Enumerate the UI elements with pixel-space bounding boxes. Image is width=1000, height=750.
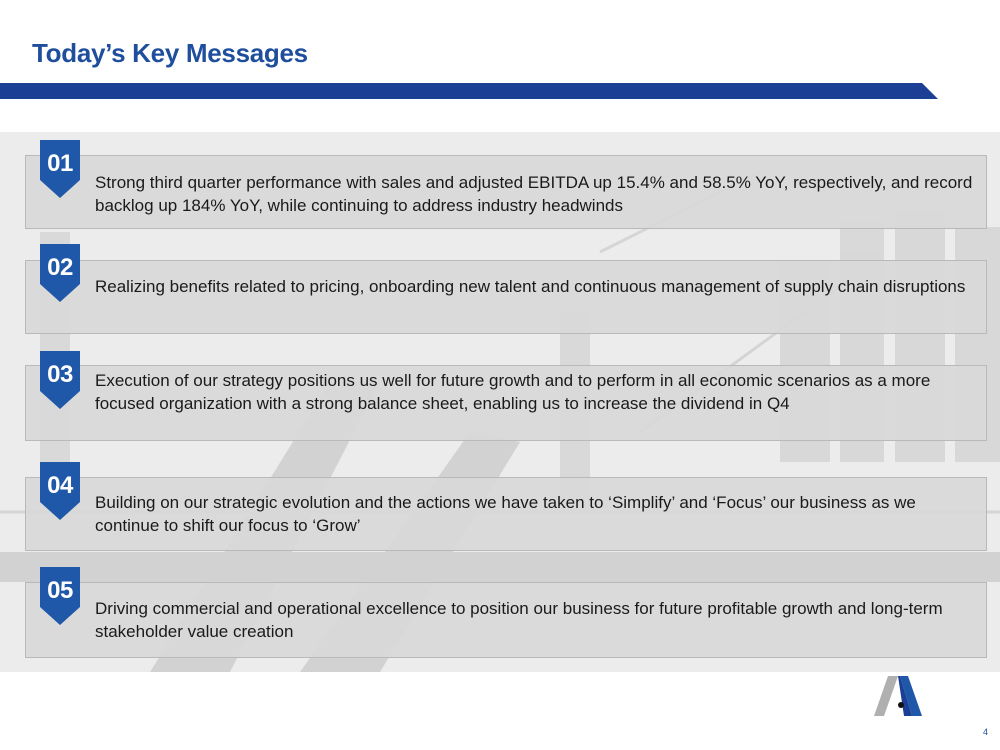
message-text-4: Building on our strategic evolution and the actions we have taken to ‘Simplify’ and ‘Focus’ our business as we continue to shift our focus to ‘Grow’ (95, 493, 916, 535)
number-badge-5 (40, 567, 84, 627)
number-badge-3 (40, 351, 84, 411)
badge-number-2: 02 (47, 254, 73, 281)
message-text-2: Realizing benefits related to pricing, onboarding new talent and continuous management of supply chain disruptions (95, 277, 966, 296)
message-box-4 (25, 477, 987, 551)
badge-number-4: 04 (47, 472, 73, 499)
number-badge-2 (40, 244, 84, 304)
message-box-3 (25, 365, 987, 441)
badge-number-3: 03 (47, 361, 73, 388)
message-box-5 (25, 582, 987, 658)
page-number: 4 (983, 727, 989, 737)
title-underline-bar (0, 83, 938, 99)
company-a-logo-icon (874, 676, 926, 716)
badge-number-5: 05 (47, 577, 73, 604)
number-badge-1 (40, 140, 84, 200)
message-text-5: Driving commercial and operational excellence to position our business for future profitable growth and long-term stakeholder value creation (95, 599, 943, 641)
message-box-2 (25, 260, 987, 334)
message-text-1: Strong third quarter performance with sales and adjusted EBITDA up 15.4% and 58.5% YoY, respectively, and record backlog up 184% YoY, while continuing to address industry headwinds (95, 173, 973, 215)
number-badge-4 (40, 462, 84, 522)
badge-number-1: 01 (47, 150, 73, 177)
message-text-3: Execution of our strategy positions us well for future growth and to perform in all economic scenarios as a more focused organization with a strong balance sheet, enabling us to increase the dividend in Q4 (95, 371, 931, 413)
message-box-1 (25, 155, 987, 229)
page-title: Today’s Key Messages (32, 38, 308, 68)
